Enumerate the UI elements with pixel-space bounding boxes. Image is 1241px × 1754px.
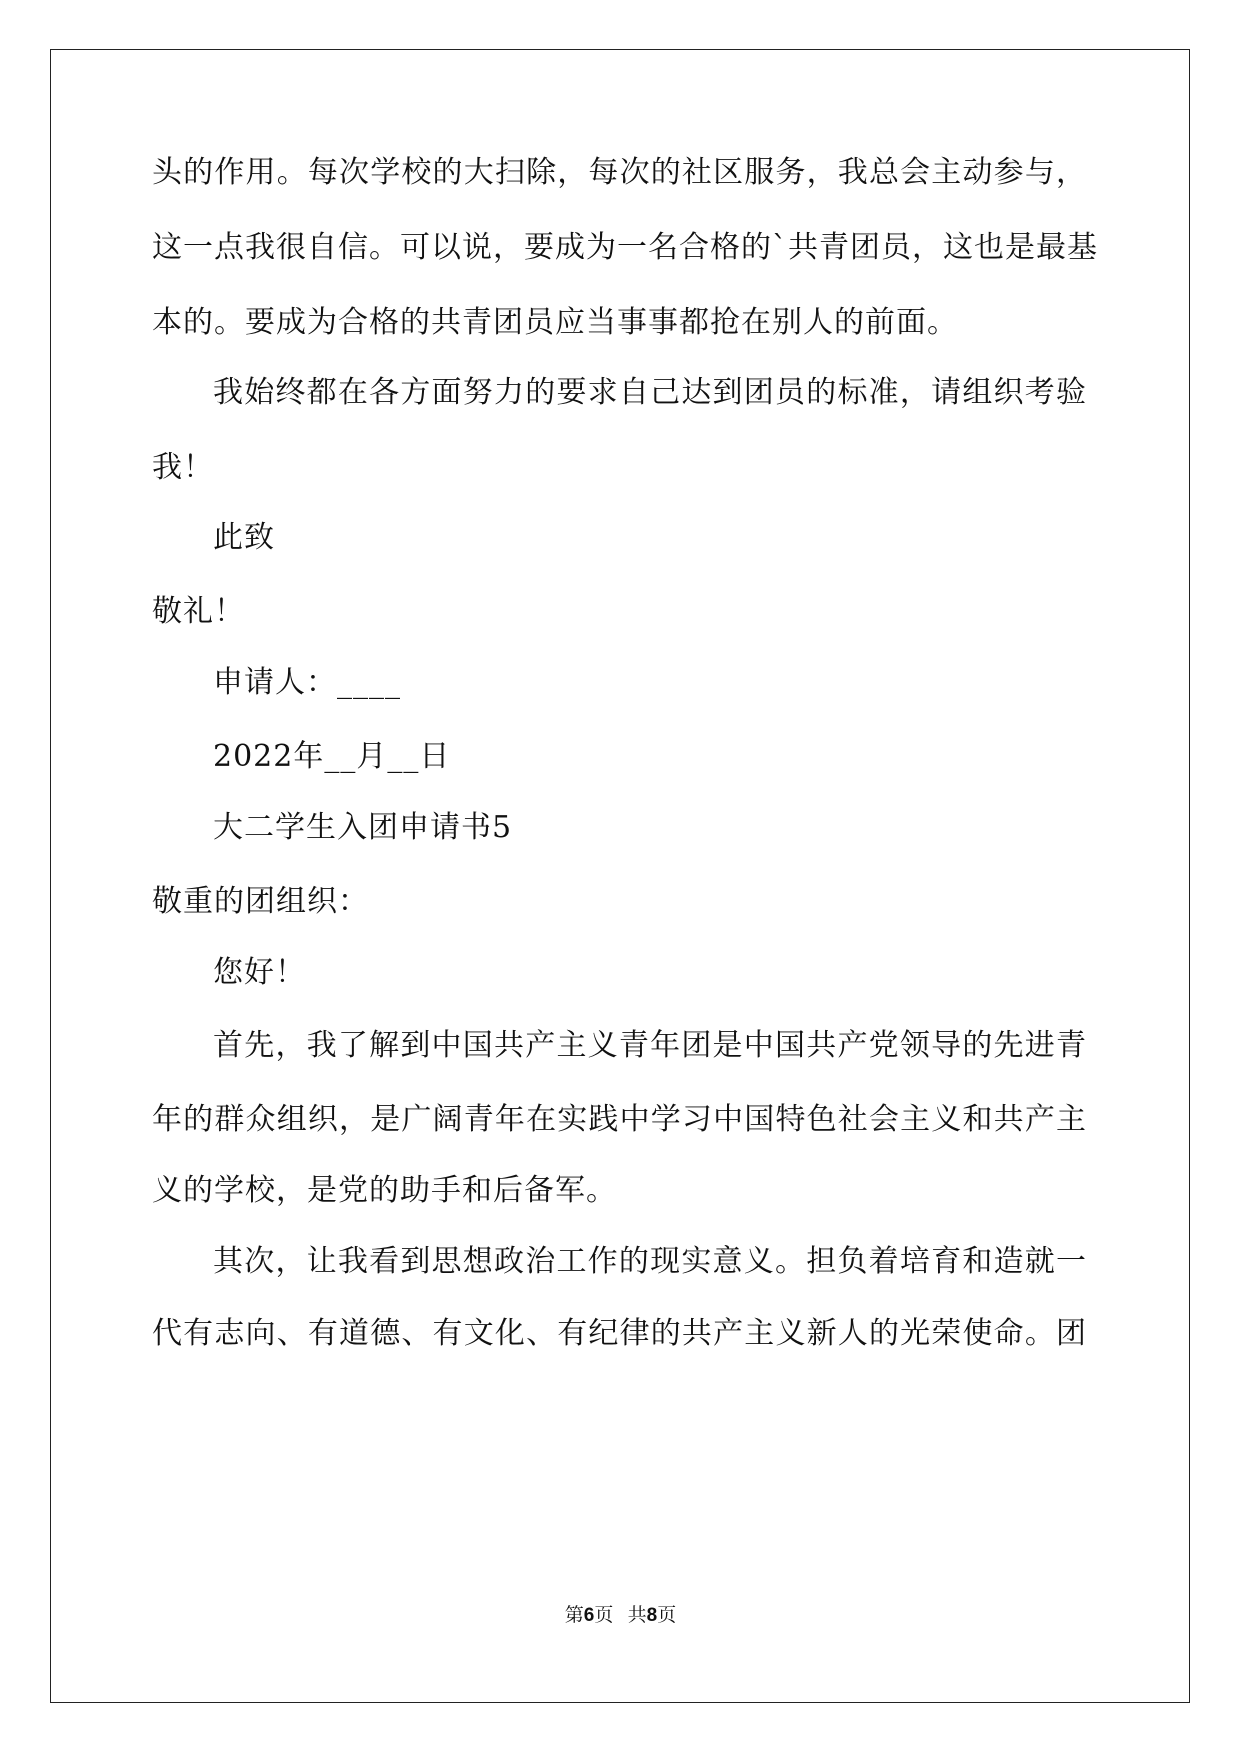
paragraph-line: 义的学校，是党的助手和后备军。 — [152, 1173, 617, 1208]
paragraph-line: 年的群众组织，是广阔青年在实践中学习中国特色社会主义和共产主 — [152, 1102, 1087, 1137]
total-prefix: 共 — [627, 1605, 647, 1626]
paragraph-line: 首先，我了解到中国共产主义青年团是中国共产党领导的先进青 — [213, 1028, 1087, 1063]
paragraph-line: 我！ — [152, 450, 214, 485]
applicant-signature: 申请人：____ — [213, 665, 401, 700]
closing-salutation: 此致 — [213, 520, 275, 555]
paragraph-line: 代有志向、有道德、有文化、有纪律的共产主义新人的光荣使命。团 — [152, 1316, 1087, 1351]
page-total: 8 — [646, 1605, 658, 1626]
page-suffix: 页 — [594, 1605, 614, 1626]
section-title: 大二学生入团申请书5 — [213, 810, 513, 845]
page-prefix: 第 — [564, 1605, 584, 1626]
paragraph-line: 头的作用。每次学校的大扫除，每次的社区服务，我总会主动参与， — [152, 155, 1087, 190]
page-current: 6 — [583, 1605, 595, 1626]
page-frame — [50, 49, 1190, 1703]
page-footer — [0, 1604, 1241, 1628]
paragraph-line: 这一点我很自信。可以说，要成为一名合格的`共青团员，这也是最基 — [152, 230, 1098, 265]
total-suffix: 页 — [657, 1605, 677, 1626]
date-line: 2022年__月__日 — [213, 739, 451, 774]
paragraph-line: 本的。要成为合格的共青团员应当事事都抢在别人的前面。 — [152, 305, 958, 340]
paragraph-line: 我始终都在各方面努力的要求自己达到团员的标准，请组织考验 — [213, 375, 1087, 410]
greeting: 您好！ — [213, 955, 306, 990]
greeting-recipient: 敬重的团组织： — [152, 884, 369, 919]
closing-respect: 敬礼！ — [152, 594, 245, 629]
paragraph-line: 其次，让我看到思想政治工作的现实意义。担负着培育和造就一 — [213, 1244, 1087, 1279]
